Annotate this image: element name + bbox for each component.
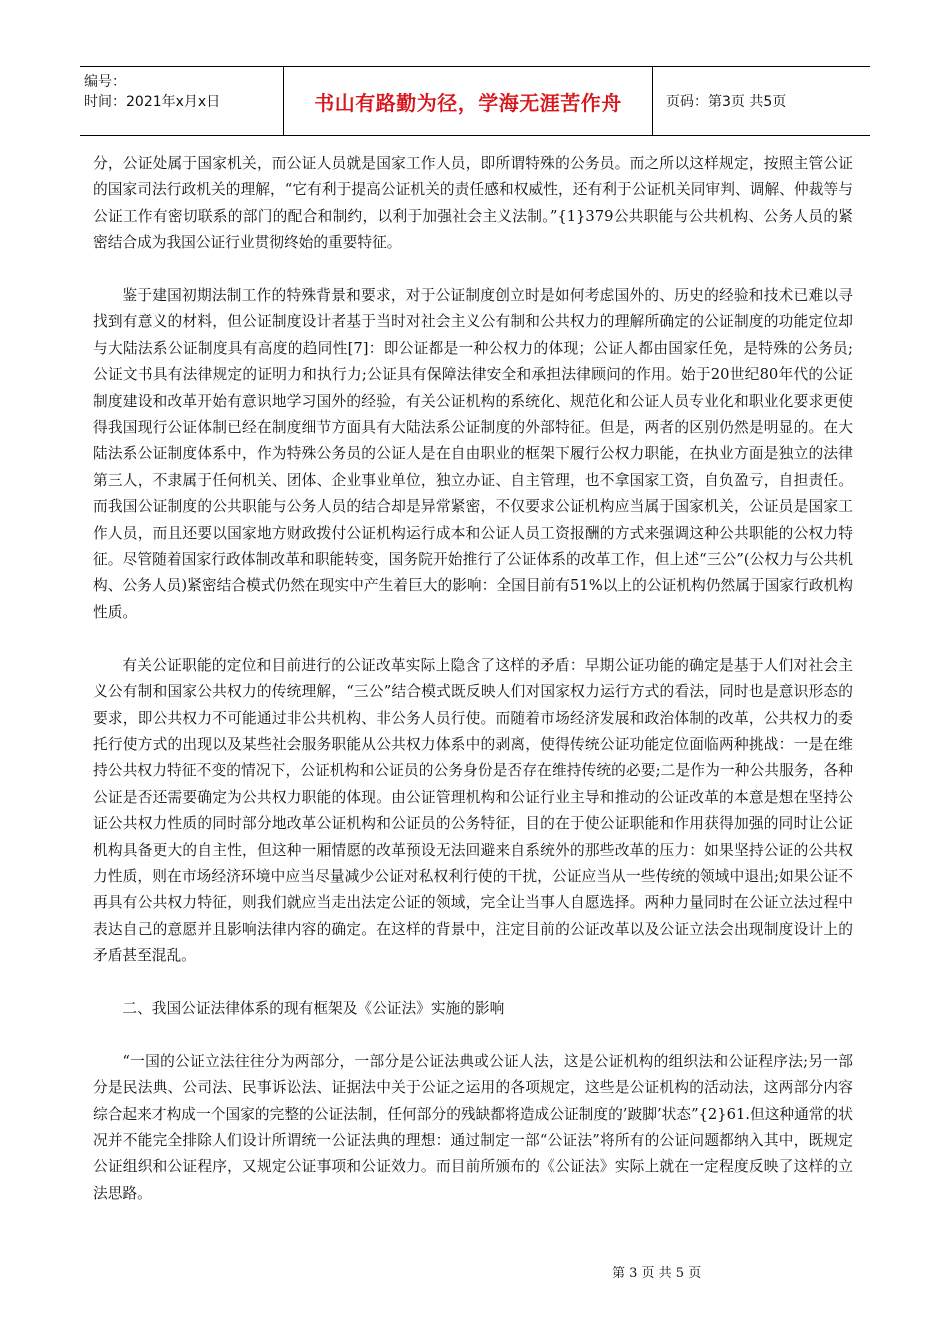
header-motto: 书山有路勤为径，学海无涯苦作舟 — [284, 67, 653, 135]
section-heading: 二、我国公证法律体系的现有框架及《公证法》实施的影响 — [122, 999, 505, 1017]
body-paragraph: “一国的公证立法往往分为两部分，一部分是公证法典或公证人法，这是公证机构的组织法和公证程序法;另一部分是民法典、公司法、民事诉讼法、证据法中关于公证之运用的各项规定，这些是公证机构的活动法，这两部分内容综合起来才构成一个国家的完整的公证法制，任何部分的残缺都将造成公证制度的’跛脚’状态”{2}61.但这种通常的状况并不能完全排除人们设计所谓统一公证法典的理想：通过制定一部“公证法”将所有的公证问题都纳入其中，既规定公证组织和公证程序，又规定公证事项和公证效力。而目前所颁布的《公证法》实际上就在一定程度反映了这样的立法思路。 — [93, 1052, 853, 1202]
body-paragraph: 有关公证职能的定位和目前进行的公证改革实际上隐含了这样的矛盾：早期公证功能的确定是基于人们对社会主义公有制和国家公共权力的传统理解，“三公”结合模式既反映人们对国家权力运行方式的看法，同时也是意识形态的要求，即公共权力不可能通过非公共机构、非公务人员行使。而随着市场经济发展和政治体制的改革，公共权力的委托行使方式的出现以及某些社会服务职能从公共权力体系中的剥离，使得传统公证功能定位面临两种挑战：一是在维持公共权力特征不变的情况下，公证机构和公证员的公务身份是否存在维持传统的必要;二是作为一种公共服务，各种公证是否还需要确定为公共权力职能的体现。由公证管理机构和公证行业主导和推动的公证改革的本意是想在坚持公证公共权力性质的同时部分地改革公证机构和公证员的公务特征，目的在于使公证职能和作用获得加强的同时让公证机构具备更大的自主性，但这种一厢情愿的改革预设无法回避来自系统外的那些改革的压力：如果坚持公证的公共权力性质，则在市场经济环境中应当尽量减少公证对私权利行使的干扰，公证应当从一些传统的领域中退出;如果公证不再具有公共权力特征，则我们就应当走出法定公证的领域，完全让当事人自愿选择。两种力量同时在公证立法过程中表达自己的意愿并且影响法律内容的确定。在这样的背景中，注定目前的公证改革以及公证立法会出现制度设计上的矛盾甚至混乱。 — [93, 656, 853, 965]
page-header — [80, 66, 870, 136]
document-number-label: 编号： — [84, 74, 126, 90]
body-paragraph: 鉴于建国初期法制工作的特殊背景和要求，对于公证制度创立时是如何考虑国外的、历史的经验和技术已难以寻找到有意义的材料，但公证制度设计者基于当时对社会主义公有制和公共权力的理解所确定的公证制度的功能定位却与大陆法系公证制度具有高度的趋同性[7]：即公证都是一种公权力的体现；公证人都由国家任免，是特殊的公务员;公证文书具有法律规定的证明力和执行力;公证具有保障法律安全和承担法律顾问的作用。始于20世纪80年代的公证制度建设和改革开始有意识地学习国外的经验，有关公证机构的系统化、规范化和公证人员专业化和职业化要求更使得我国现行公证体制已经在制度细节方面具有大陆法系公证制度的外部特征。但是，两者的区别仍然是明显的。在大陆法系公证制度体系中，作为特殊公务员的公证人是在自由职业的框架下履行公权力职能，在执业方面是独立的法律第三人，不隶属于任何机关、团体、企业事业单位，独立办证、自主管理，也不拿国家工资，自负盈亏，自担责任。而我国公证制度的公共职能与公务人员的结合却是异常紧密，不仅要求公证机构应当属于国家机关，公证员是国家工作人员，而且还要以国家地方财政拨付公证机构运行成本和公证人员工资报酬的方式来强调这种公共职能的公权力特征。尽管随着国家行政体制改革和职能转变，国务院开始推行了公证体系的改革工作，但上述“三公”(公权力与公共机构、公务人员)紧密结合模式仍然在现实中产生着巨大的影响：全国目前有51%以上的公证机构仍然属于国家行政机构性质。 — [93, 287, 853, 621]
document-date-label: 时间：2021年x月x日 — [84, 94, 221, 110]
header-meta-cell — [80, 67, 284, 135]
page-footer: 第 3 页 共 5 页 — [612, 1266, 702, 1281]
document-body — [93, 151, 853, 1234]
body-paragraph: 分，公证处属于国家机关，而公证人员就是国家工作人员，即所谓特殊的公务员。而之所以这样规定，按照主管公证的国家司法行政机关的理解，“它有利于提高公证机关的责任感和权威性，还有利于公证机关同审判、调解、仲裁等与公证工作有密切联系的部门的配合和制约，以利于加强社会主义法制。”{1}379公共职能与公共机构、公务人员的紧密结合成为我国公证行业贯彻终始的重要特征。 — [93, 155, 853, 252]
header-page-number: 页码：第3页 共5页 — [666, 94, 787, 110]
